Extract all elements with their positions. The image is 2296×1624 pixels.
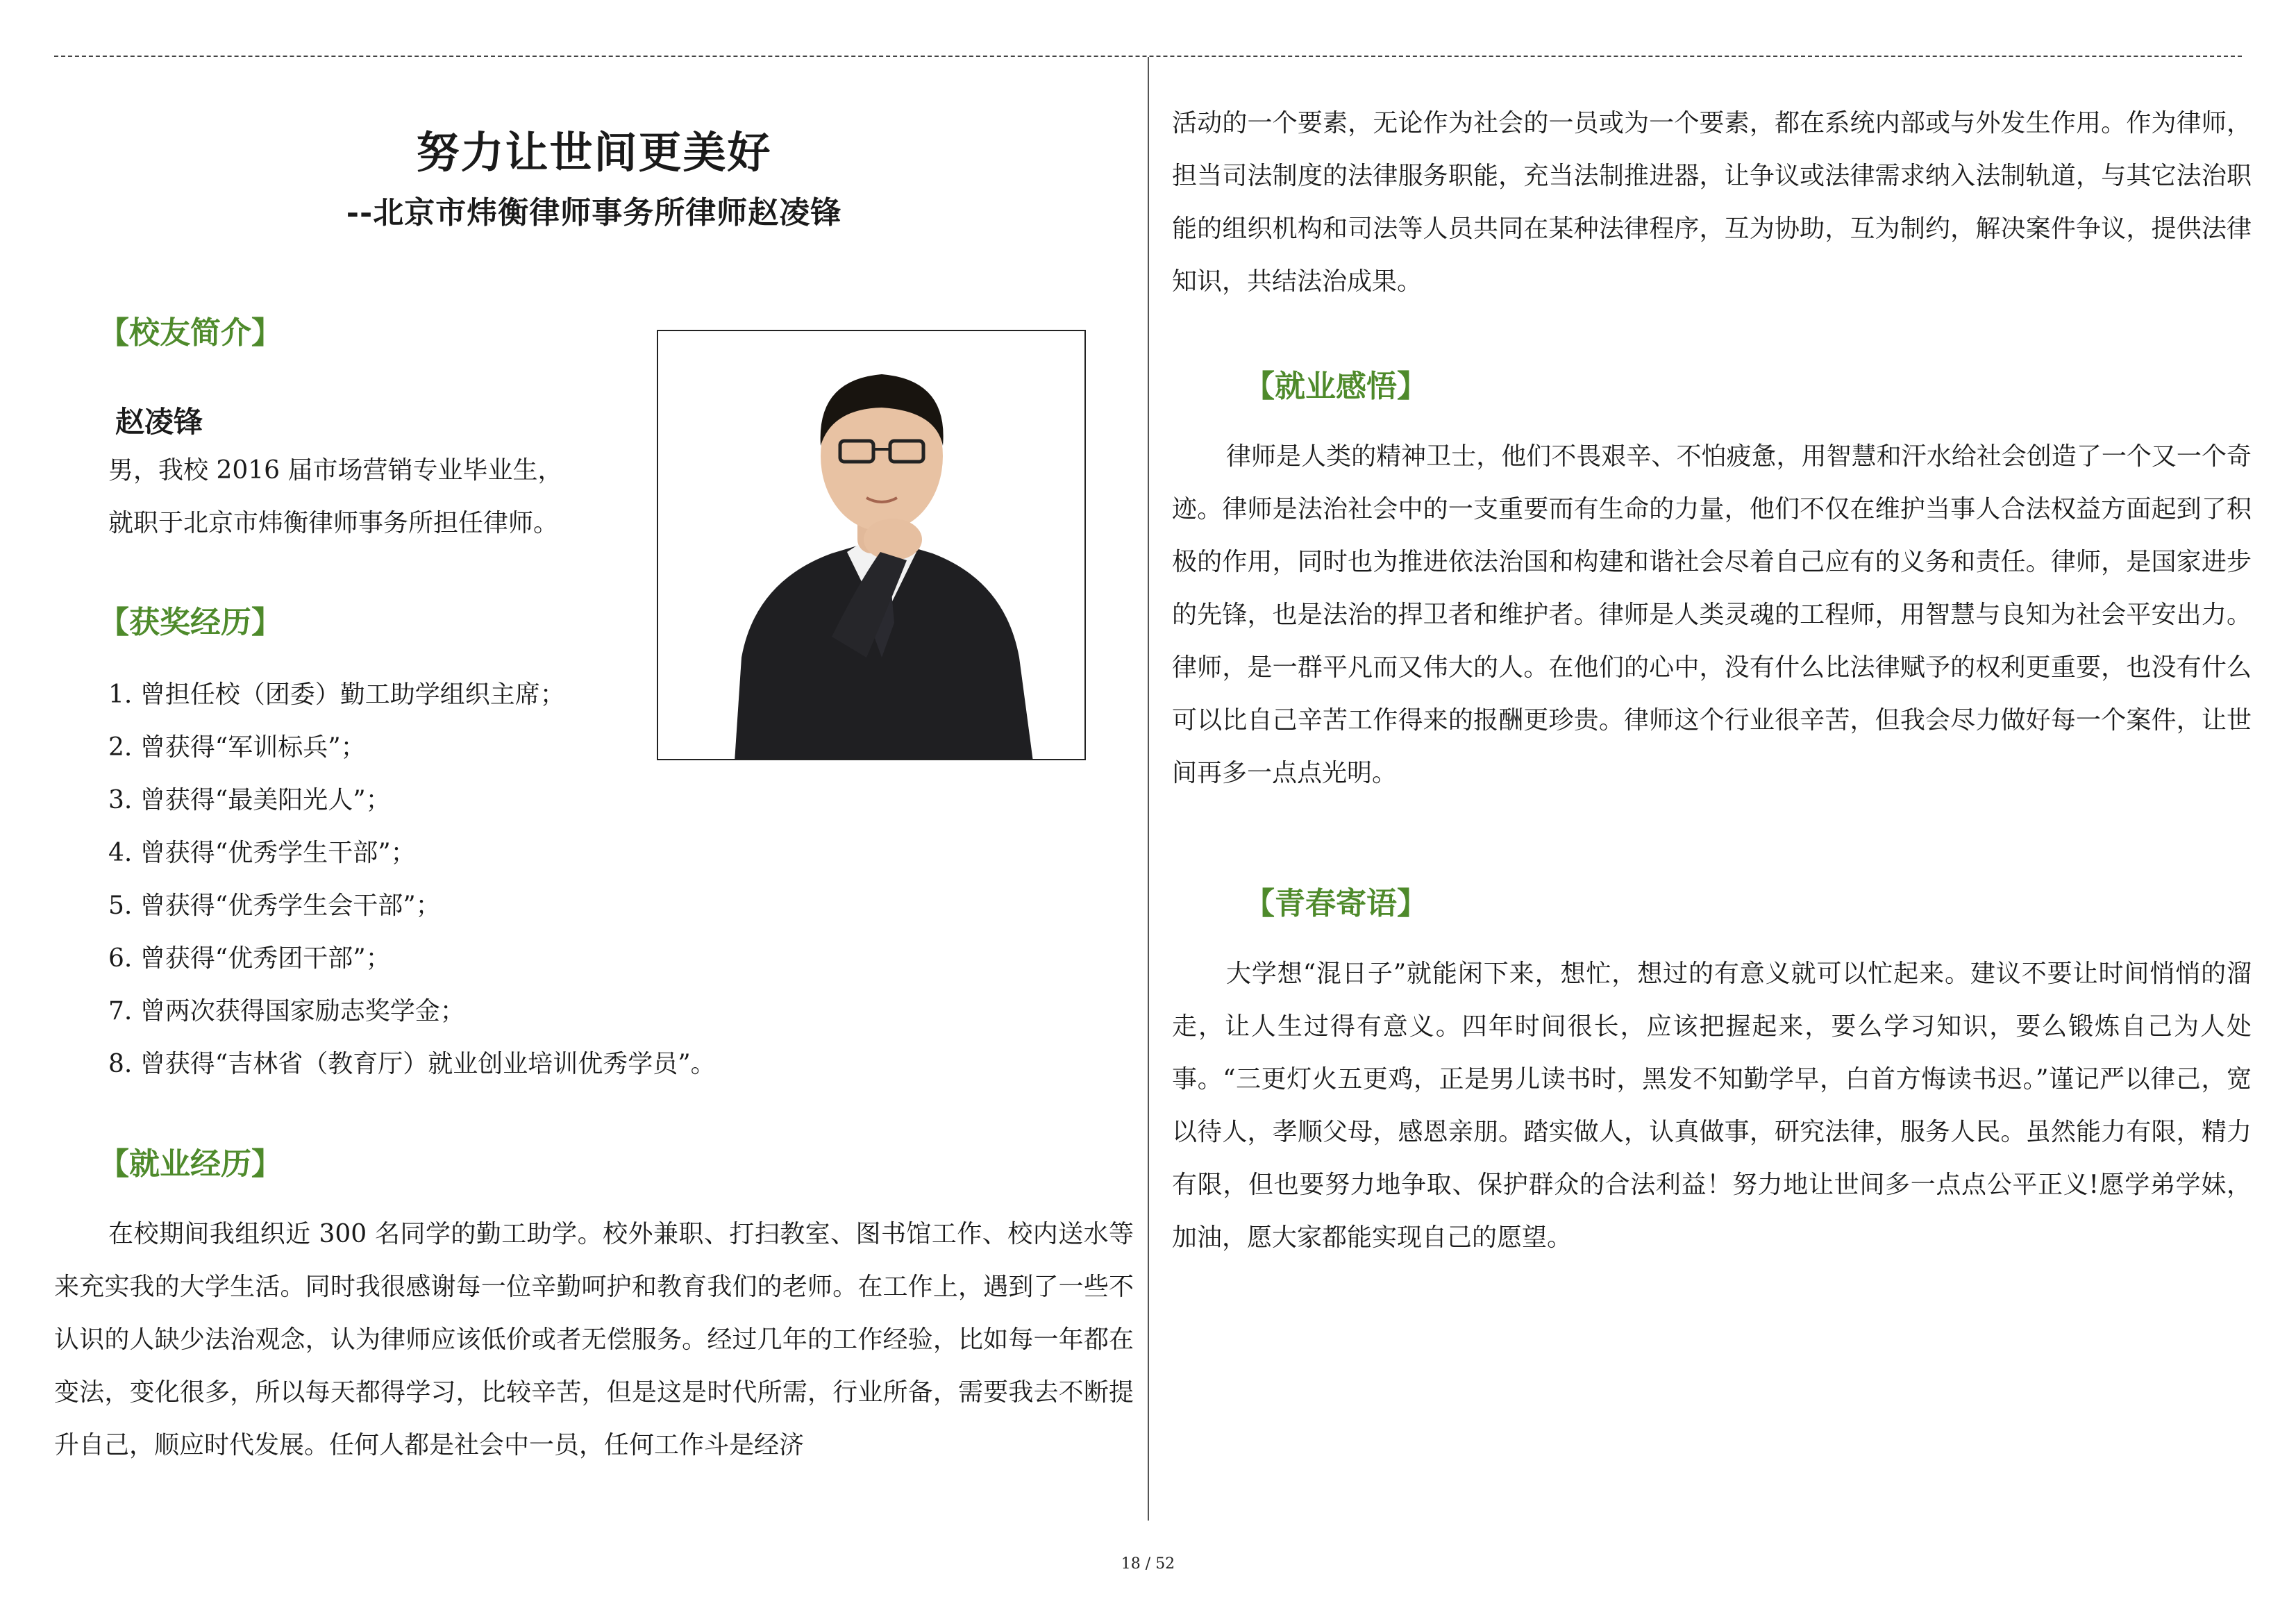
portrait-photo-icon [658, 331, 1086, 760]
section-heading-message: 【青春寄语】 [1244, 886, 1427, 921]
award-item: 6. 曾获得“优秀团干部”； [108, 944, 391, 973]
award-item: 7. 曾两次获得国家励志奖学金； [108, 997, 465, 1026]
career-paragraph: 在校期间我组织近 300 名同学的勤工助学。校外兼职、打扫教室、图书馆工作、校内送水等来充实我的大学生活。同时我很感谢每一位辛勤呵护和教育我们的老师。在工作上，遇到了一些不认识的人缺少法治观念，认为律师应该低价或者无偿服务。经过几年的工作经验，比如每一年都在变法，变化很多，所以每天都得学习，比较辛苦，但是这是时代所需，行业所备，需要我去不断提升自己，顺应时代发展。任何人都是社会中一员，任何工作斗是经济 [54, 1220, 1134, 1459]
section-heading-career: 【就业经历】 [99, 1146, 282, 1182]
page-number: 18 / 52 [1121, 1555, 1175, 1573]
award-item: 2. 曾获得“军训标兵”； [108, 733, 366, 762]
award-item: 5. 曾获得“优秀学生会干部”； [108, 891, 441, 920]
section-heading-awards: 【获奖经历】 [99, 605, 282, 640]
section-heading-intro: 【校友简介】 [99, 315, 282, 351]
reflection-paragraph: 律师是人类的精神卫士，他们不畏艰辛、不怕疲惫，用智慧和汗水给社会创造了一个又一个奇迹。律师是法治社会中的一支重要而有生命的力量，他们不仅在维护当事人合法权益方面起到了积极的作用，同时也为推进依法治国和构建和谐社会尽着自己应有的义务和责任。律师，是国家进步的先锋，也是法治的捍卫者和维护者。律师是人类灵魂的工程师，用智慧与良知为社会平安出力。律师，是一群平凡而又伟大的人。在他们的心中，没有什么比法律赋予的权利更重要，也没有什么可以比自己辛苦工作得来的报酬更珍贵。律师这个行业很辛苦，但我会尽力做好每一个案件，让世间再多一点点光明。 [1172, 442, 2252, 787]
profile-line-2: 就职于北京市炜衡律师事务所担任律师。 [108, 509, 559, 537]
award-item: 4. 曾获得“优秀学生干部”； [108, 839, 416, 867]
article-subtitle: --北京市炜衡律师事务所律师赵凌锋 [346, 195, 842, 231]
column-divider [1148, 57, 1149, 1521]
profile-name: 赵凌锋 [115, 405, 203, 439]
message-paragraph: 大学想“混日子”就能闲下来，想忙，想过的有意义就可以忙起来。建议不要让时间悄悄的溜走，让人生过得有意义。四年时间很长，应该把握起来，要么学习知识，要么锻炼自己为人处事。“三更灯火五更鸡，正是男儿读书时，黑发不知勤学早，白首方悔读书迟。”谨记严以律己，宽以待人，孝顺父母，感恩亲朋。踏实做人，认真做事，研究法律，服务人民。虽然能力有限，精力有限，但也要努力地争取、保护群众的合法利益！努力地让世间多一点点公平正义!愿学弟学妹，加油，愿大家都能实现自己的愿望。 [1172, 960, 2252, 1252]
award-item: 1. 曾担任校（团委）勤工助学组织主席； [108, 680, 565, 709]
section-heading-reflection: 【就业感悟】 [1244, 369, 1427, 404]
award-item: 3. 曾获得“最美阳光人”； [108, 786, 391, 814]
profile-line-1: 男，我校 2016 届市场营销专业毕业生， [108, 456, 563, 485]
portrait-photo [657, 330, 1086, 760]
article-title: 努力让世间更美好 [416, 127, 772, 178]
award-item: 8. 曾获得“吉林省（教育厅）就业创业培训优秀学员”。 [108, 1050, 716, 1078]
career-paragraph-continued: 活动的一个要素，无论作为社会的一员或为一个要素，都在系统内部或与外发生作用。作为律师，担当司法制度的法律服务职能，充当法制推进器，让争议或法律需求纳入法制轨道，与其它法治职能的组织机构和司法等人员共同在某种法律程序，互为协助，互为制约，解决案件争议，提供法律知识，共结法治成果。 [1172, 109, 2252, 296]
